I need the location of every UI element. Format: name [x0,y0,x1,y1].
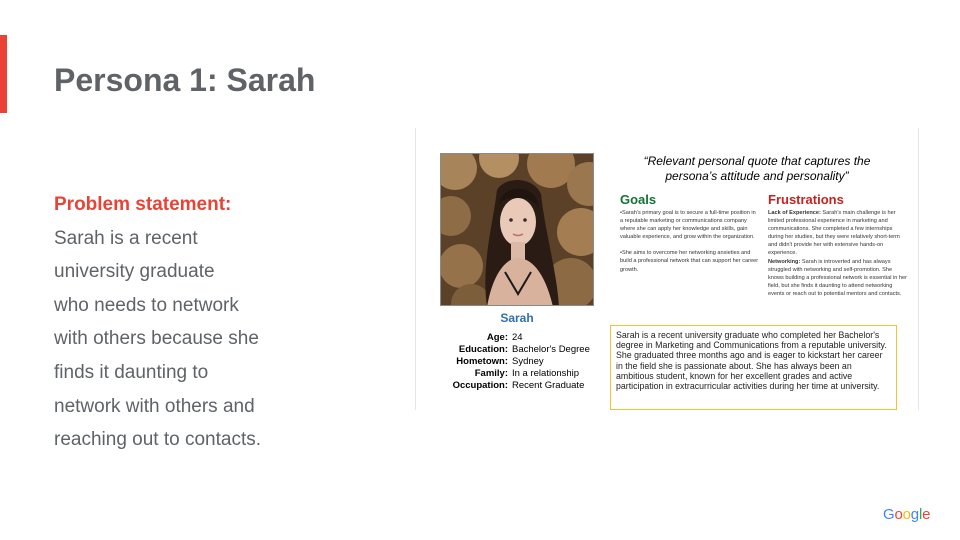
fact-occupation [436,380,590,392]
fact-label: Occupation: [452,380,508,391]
goal-item: •Sarah's primary goal is to secure a full-time position in a reputable marketing or communications company where she can apply her knowledge and skills, gain valuable experience, and grow within the organization. [620,210,756,241]
problem-line: university graduate [54,261,215,283]
goals-heading: Goals [620,192,657,207]
frustrations-section [768,192,908,298]
logo-letter: e [922,506,931,523]
quote-line: persona’s attitude and personality” [665,169,849,183]
fact-family [436,368,590,380]
problem-line: Sarah is a recent [54,227,198,249]
frustration-body: Sarah's main challenge is her limited professional experience in marketing and communications. She completed a few internships during her studies, but they were relatively short-term and didn't provide her with extensive hands-on experience. [768,210,900,257]
frustration-item [768,258,908,298]
google-logo [883,506,930,523]
title-name: Sarah [226,62,316,98]
persona-photo [440,153,594,306]
persona-bio: Sarah is a recent university graduate who completed her Bachelor's degree in Marketing and Communications from a reputable university. She graduated three months ago and is eager to kickstart her career in the field she is passionate about. She has always been an ambitious student, known for her excellent grades and active participation in extracurricular activities during her time at university. [610,325,897,410]
fact-label: Age: [486,332,508,343]
fact-hometown [436,356,590,368]
frustration-label: Lack of Experience: [768,210,821,216]
fact-value: Sydney [512,356,544,367]
logo-letter: o [894,506,903,523]
problem-line: with others because she [54,328,259,350]
persona-facts [436,332,590,392]
persona-name: Sarah [500,311,534,325]
logo-letter: G [883,506,895,523]
fact-label: Family: [474,368,508,379]
fact-label: Hometown: [456,356,508,367]
fact-value: In a relationship [512,368,580,379]
portrait-image [441,154,594,306]
problem-line: who needs to network [54,294,239,316]
goals-section [620,192,760,282]
fact-education [436,344,590,356]
slide-title [54,62,315,99]
fact-value: 24 [512,332,523,343]
frustration-label: Networking: [768,258,801,265]
persona-quote [622,154,892,184]
frustrations-heading: Frustrations [768,192,844,207]
goal-item: •She aims to overcome her networking anxieties and build a professional network that can support her career growth. [620,250,759,273]
problem-statement-label: Problem statement: [54,194,232,215]
problem-line: network with others and [54,395,255,417]
problem-statement [54,188,354,457]
fact-label: Education: [458,344,508,355]
frustration-item [768,209,908,258]
problem-line: finds it daunting to [54,361,209,383]
logo-letter: g [910,506,919,523]
goals-text [620,209,760,274]
fact-value: Recent Graduate [512,380,585,391]
logo-letter: o [902,506,911,523]
frustrations-text [768,209,908,298]
accent-bar [0,35,7,113]
quote-line: “Relevant personal quote that captures the [643,154,871,168]
title-prefix: Persona 1: [54,62,227,98]
logo-letter: l [918,506,923,523]
fact-value: Bachelor's Degree [512,344,590,355]
problem-line: reaching out to contacts. [54,429,262,451]
frustration-body: Sarah is introverted and has always struggled with networking and self-promotion. She knows building a professional network is essential in her field, but she finds it daunting to attend networking events or reach out to potential mentors and contacts. [768,258,907,297]
persona-card [415,128,919,410]
fact-age [436,332,590,344]
